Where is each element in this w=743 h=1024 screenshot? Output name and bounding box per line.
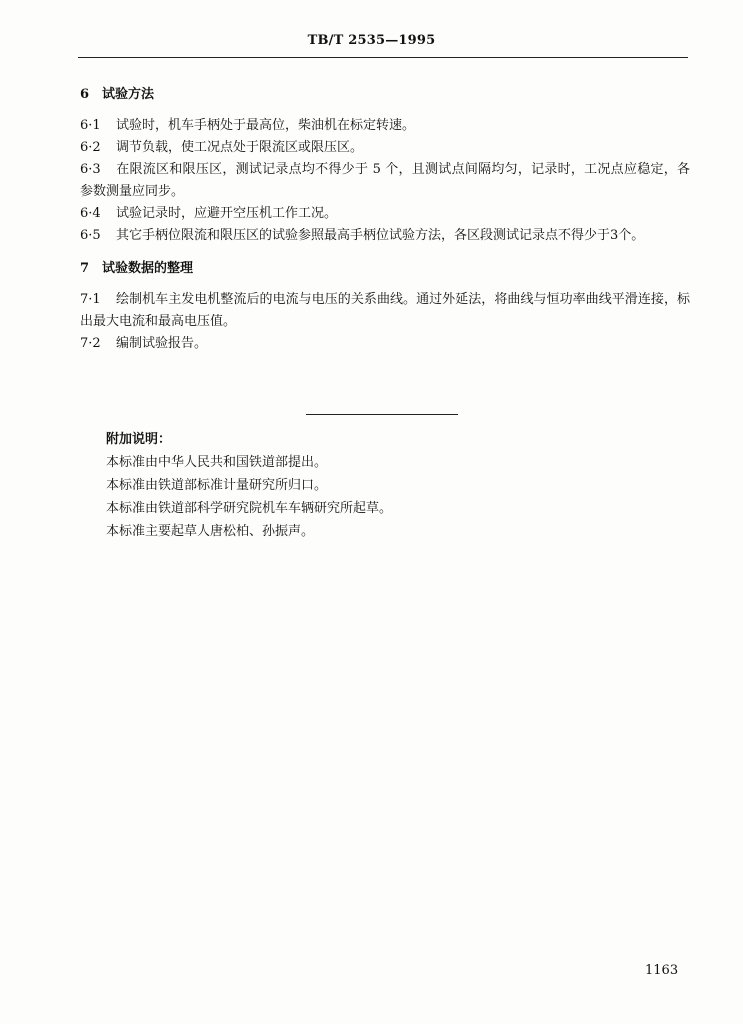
additional-notes (106, 428, 666, 543)
notes-line: 本标准主要起草人唐松柏、孙振声。 (106, 524, 315, 539)
clause-7-2 (80, 333, 690, 355)
clause-7-1 (80, 289, 690, 333)
clause-number: 7·2 (80, 336, 101, 351)
clause-number: 6·4 (80, 206, 101, 221)
standard-code: TB/T 2535—1995 (307, 33, 436, 48)
clause-6-3 (80, 159, 690, 203)
page-number: 1163 (645, 963, 679, 978)
section-6-number: 6 (80, 87, 90, 102)
clause-text: 调节负载，使工况点处于限流区或限压区。 (116, 140, 364, 155)
clause-text: 在限流区和限压区，测试记录点均不得少于 5 个，且测试点间隔均匀，记录时，工况点应稳定，各参数测量应同步。 (80, 162, 690, 199)
clause-6-2 (80, 137, 690, 159)
clause-number: 6·5 (80, 228, 101, 243)
section-7-title: 试验数据的整理 (102, 261, 194, 276)
clause-text: 试验记录时，应避开空压机工作工况。 (116, 206, 338, 221)
clause-text: 其它手柄位限流和限压区的试验参照最高手柄位试验方法，各区段测试记录点不得少于3个。 (116, 228, 645, 243)
notes-title: 附加说明： (106, 432, 172, 447)
end-divider (306, 414, 458, 415)
clause-number: 6·2 (80, 140, 101, 155)
notes-line: 本标准由中华人民共和国铁道部提出。 (106, 455, 328, 470)
clause-number: 6·1 (80, 118, 101, 133)
notes-line: 本标准由铁道部科学研究院机车车辆研究所起草。 (106, 501, 393, 516)
section-6-heading (80, 84, 690, 106)
clause-text: 编制试验报告。 (116, 336, 208, 351)
clause-text: 绘制机车主发电机整流后的电流与电压的关系曲线。通过外延法，将曲线与恒功率曲线平滑连接，标出最大电流和最高电压值。 (80, 292, 690, 329)
clause-number: 6·3 (80, 162, 101, 177)
section-7-heading (80, 258, 690, 280)
clause-6-5 (80, 225, 690, 247)
section-7-number: 7 (80, 261, 90, 276)
header-rule (78, 57, 688, 58)
clause-6-1 (80, 115, 690, 137)
clause-text: 试验时，机车手柄处于最高位，柴油机在标定转速。 (116, 118, 416, 133)
clause-number: 7·1 (80, 292, 101, 307)
section-6-title: 试验方法 (102, 87, 155, 102)
notes-line: 本标准由铁道部标准计量研究所归口。 (106, 478, 328, 493)
main-content (80, 84, 690, 355)
clause-6-4 (80, 203, 690, 225)
